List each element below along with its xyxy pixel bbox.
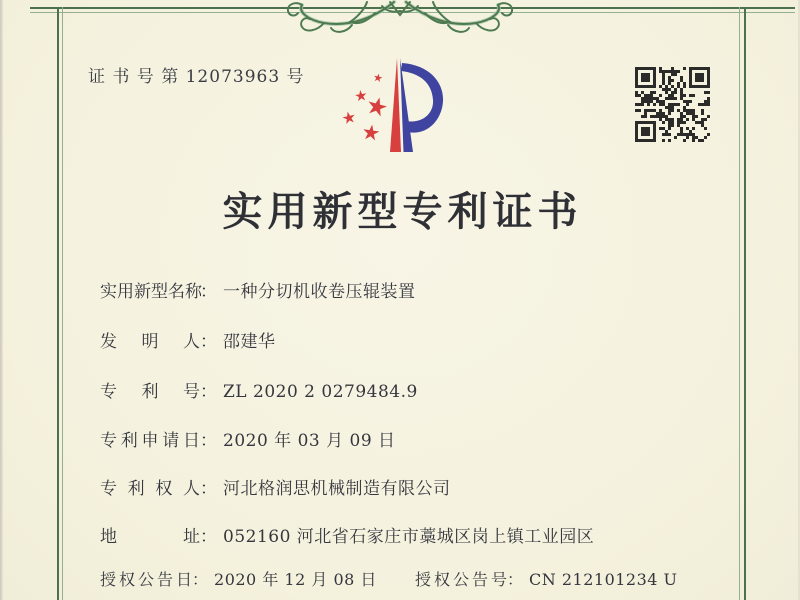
field-value: 052160 河北省石家庄市藁城区岗上镇工业园区: [223, 527, 595, 547]
field-colon: ：: [200, 527, 217, 547]
field-label: 实用新型名称: [100, 282, 202, 302]
field-label: 专利权人: [100, 479, 200, 499]
scan-edge: [0, 0, 3, 600]
field-colon: ：: [200, 479, 217, 499]
field-value: CN 212101234 U: [529, 570, 678, 589]
field-colon: ：: [200, 431, 217, 451]
footer-row: [0, 567, 800, 591]
certificate-title: 实用新型专利证书: [222, 188, 583, 235]
frame-border-right-inner: [739, 7, 740, 600]
field-row-patent-number: [100, 377, 418, 401]
field-label: 专利申请日: [100, 431, 200, 451]
certificate-number: 证 书 号 第 12073963 号: [88, 67, 305, 87]
grant-publication-number: [415, 567, 678, 590]
field-colon: ：: [200, 332, 217, 352]
floral-ornament-icon: [278, 0, 522, 36]
field-label: 授权公告号: [415, 570, 507, 589]
field-label: 地址: [100, 527, 200, 547]
field-row-address: [100, 522, 594, 546]
field-colon: ：: [200, 382, 217, 402]
field-colon: ：: [192, 570, 209, 589]
field-value: 2020 年 12 月 08 日: [214, 570, 377, 589]
field-colon: ：: [200, 282, 217, 302]
qr-code-icon: [635, 67, 710, 145]
frame-border-right: [744, 7, 746, 600]
field-value: 一种分切机收卷压辊装置: [223, 282, 416, 302]
field-row-inventor: [100, 327, 276, 351]
field-value: 2020 年 03 月 09 日: [223, 431, 396, 451]
field-colon: ：: [507, 570, 524, 589]
field-value: 河北格润思机械制造有限公司: [223, 479, 451, 499]
field-value: ZL 2020 2 0279484.9: [223, 382, 418, 402]
field-row-patent-name: [100, 277, 416, 301]
field-label: 专利号: [100, 382, 200, 402]
cnipa-logo-icon: [340, 55, 455, 160]
field-label: 授权公告日: [100, 570, 192, 589]
frame-border-left-inner: [62, 7, 63, 600]
field-value: 邵建华: [223, 332, 276, 352]
grant-date: [100, 567, 377, 590]
field-row-patentee: [100, 474, 451, 498]
frame-border-left: [57, 7, 59, 600]
field-label: 发明人: [100, 332, 200, 352]
field-row-filing-date: [100, 426, 396, 450]
